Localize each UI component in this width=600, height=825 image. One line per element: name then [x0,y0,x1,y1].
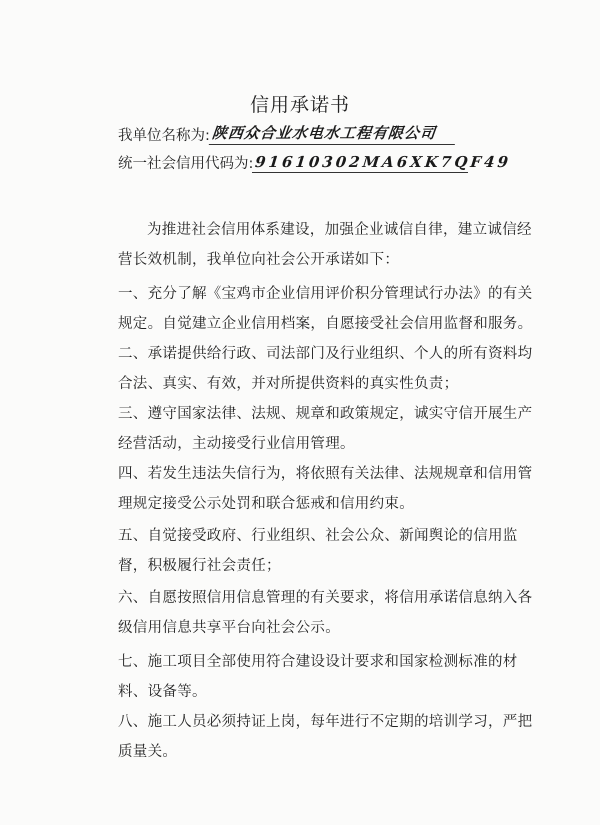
commitment-item-5: 五、自觉接受政府、行业组织、社会公众、新闻舆论的信用监督，积极履行社会责任； [118,528,518,574]
credit-code-label: 统一社会信用代码为: [118,156,254,172]
company-name-handwritten: 陕西众合业水电水工程有限公司 [209,122,457,145]
commitment-item-2: 二、承诺提供给行政、司法部门及行业组织、个人的所有资料均合法、真实、有效，并对所提供资料的真实性负责； [118,346,533,392]
commitment-item-4: 四、若发生违法失信行为，将依照有关法律、法规规章和信用管理规定接受公示处罚和联合惩戒和信用约束。 [118,466,533,512]
commitment-item-7: 七、施工项目全部使用符合建设设计要求和国家检测标准的材料、设备等。 [118,654,518,700]
document-title: 信用承诺书 [249,94,350,116]
commitment-item-3: 三、遵守国家法律、法规、规章和政策规定，诚实守信开展生产经营活动，主动接受行业信用管理。 [118,406,533,452]
commitment-item-8: 八、施工人员必须持证上岗，每年进行不定期的培训学习，严把质量关。 [118,714,533,760]
commitment-item-6: 六、自愿按照信用信息管理的有关要求，将信用承诺信息纳入各级信用信息共享平台向社会公示。 [118,590,533,636]
company-name-label: 我单位名称为: [118,128,210,144]
commitment-item-1: 一、充分了解《宝鸡市企业信用评价积分管理试行办法》的有关规定。自觉建立企业信用档案，自愿接受社会信用监督和服务。 [118,286,533,332]
credit-code-handwritten: 91610302MA6XK7QF49 [252,153,470,173]
intro-paragraph: 为推进社会信用体系建设，加强企业诚信自律，建立诚信经营长效机制，我单位向社会公开承诺如下： [118,222,532,268]
credit-code-row [118,152,513,173]
company-name-row [118,122,456,145]
